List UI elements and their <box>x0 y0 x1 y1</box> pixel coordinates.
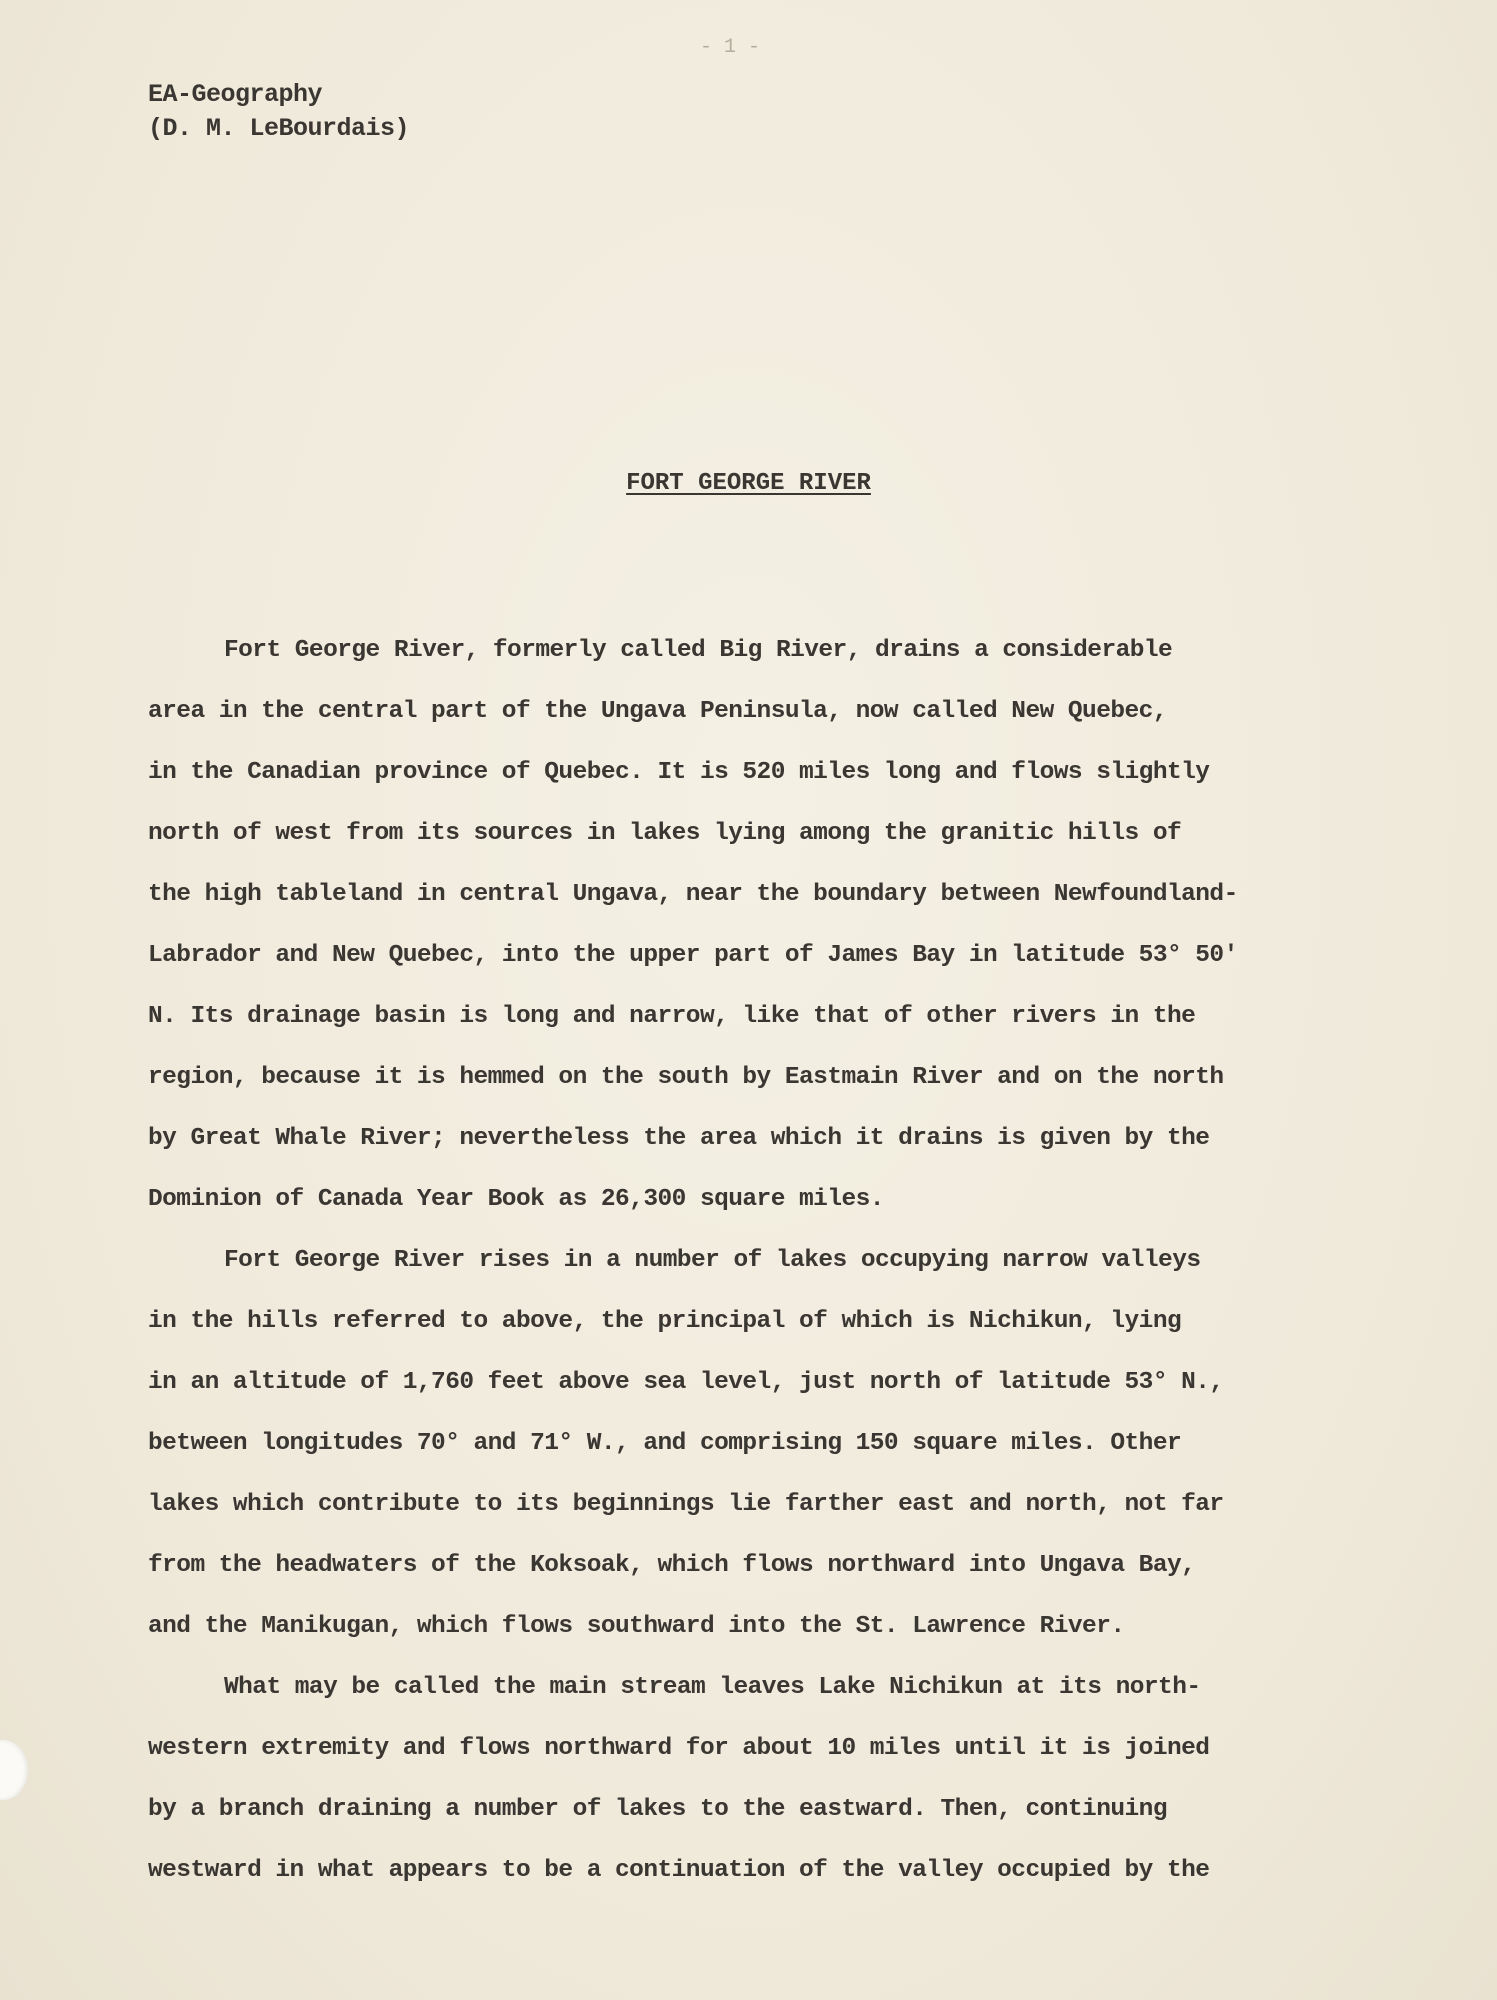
header-subject: EA-Geography <box>148 80 323 109</box>
page-number: - 1 - <box>700 36 761 59</box>
binder-hole <box>0 1740 28 1800</box>
document-body <box>148 620 1308 1901</box>
text-line: Labrador and New Quebec, into the upper part of James Bay in latitude 53° 50' <box>148 942 1238 969</box>
text-line: in the hills referred to above, the principal of which is Nichikun, lying <box>148 1308 1182 1335</box>
text-line: Dominion of Canada Year Book as 26,300 square miles. <box>148 1186 884 1213</box>
header-author: (D. M. LeBourdais) <box>148 114 410 143</box>
text-line: Fort George River, formerly called Big River, drains a considerable <box>224 637 1173 664</box>
text-line: area in the central part of the Ungava Peninsula, now called New Quebec, <box>148 698 1167 725</box>
text-line: from the headwaters of the Koksoak, which flows northward into Ungava Bay, <box>148 1552 1196 1579</box>
text-line: Fort George River rises in a number of lakes occupying narrow valleys <box>224 1247 1201 1274</box>
document-title: FORT GEORGE RIVER <box>626 470 871 497</box>
text-line: by Great Whale River; nevertheless the area which it drains is given by the <box>148 1125 1210 1152</box>
text-line: north of west from its sources in lakes lying among the granitic hills of <box>148 820 1182 847</box>
text-line: western extremity and flows northward for about 10 miles until it is joined <box>148 1735 1210 1762</box>
text-line: and the Manikugan, which flows southward into the St. Lawrence River. <box>148 1613 1125 1640</box>
text-line: between longitudes 70° and 71° W., and comprising 150 square miles. Other <box>148 1430 1182 1457</box>
text-line: N. Its drainage basin is long and narrow, like that of other rivers in the <box>148 1003 1196 1030</box>
text-line: in the Canadian province of Quebec. It is 520 miles long and flows slightly <box>148 759 1210 786</box>
text-line: What may be called the main stream leaves Lake Nichikun at its north- <box>224 1674 1201 1701</box>
text-line: lakes which contribute to its beginnings lie farther east and north, not far <box>148 1491 1224 1518</box>
text-line: by a branch draining a number of lakes to the eastward. Then, continuing <box>148 1796 1167 1823</box>
text-line: the high tableland in central Ungava, near the boundary between Newfoundland- <box>148 881 1238 908</box>
document-header <box>148 78 409 146</box>
text-line: westward in what appears to be a continuation of the valley occupied by the <box>148 1857 1210 1884</box>
text-line: in an altitude of 1,760 feet above sea level, just north of latitude 53° N., <box>148 1369 1224 1396</box>
text-line: region, because it is hemmed on the south by Eastmain River and on the north <box>148 1064 1224 1091</box>
